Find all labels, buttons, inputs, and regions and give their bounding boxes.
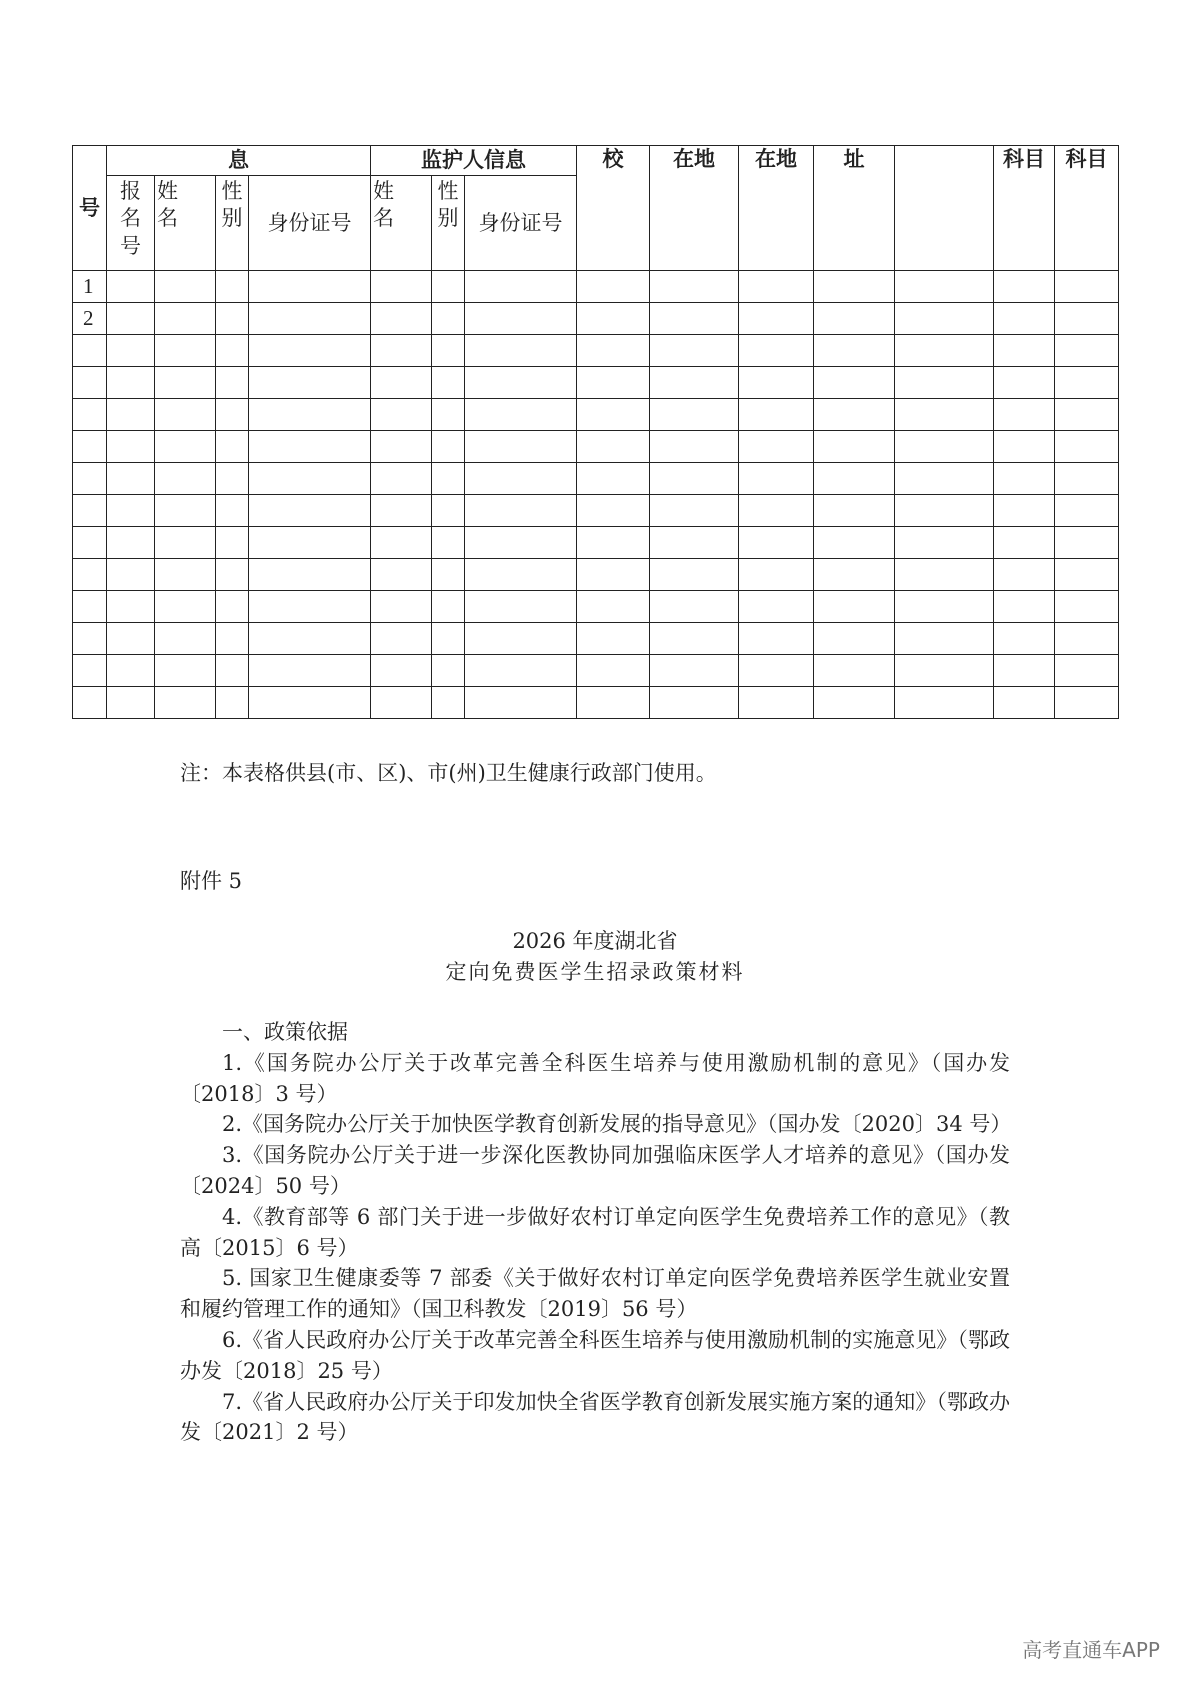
table-cell xyxy=(155,303,216,335)
table-cell xyxy=(994,655,1055,687)
table-cell xyxy=(895,335,994,367)
table-cell xyxy=(155,335,216,367)
row-number-cell: 2 xyxy=(73,303,107,335)
table-cell xyxy=(155,399,216,431)
table-note: 注：本表格供县(市、区)、市(州)卫生健康行政部门使用。 xyxy=(180,761,717,785)
table-cell xyxy=(577,527,650,559)
table-cell xyxy=(895,559,994,591)
table-cell xyxy=(216,655,249,687)
table-cell xyxy=(155,527,216,559)
table-cell xyxy=(107,399,155,431)
table-cell xyxy=(432,335,465,367)
table-cell xyxy=(1055,559,1119,591)
table-cell xyxy=(432,527,465,559)
table-cell xyxy=(814,655,895,687)
policy-item: 7.《省人民政府办公厅关于印发加快全省医学教育创新发展实施方案的通知》（鄂政办发〔2021〕2 号） xyxy=(180,1389,1010,1445)
policy-section xyxy=(180,1017,1010,1448)
student-gender-header: 性别 xyxy=(216,176,249,271)
table-cell xyxy=(107,655,155,687)
table-cell xyxy=(249,335,371,367)
table-cell xyxy=(650,335,739,367)
table-cell xyxy=(465,559,577,591)
table-cell xyxy=(814,303,895,335)
table-cell xyxy=(650,367,739,399)
table-cell xyxy=(1055,399,1119,431)
student-id-header: 身份证号 xyxy=(249,176,371,271)
table-cell xyxy=(994,431,1055,463)
attachment-label: 附件 5 xyxy=(180,869,243,893)
table-cell xyxy=(155,367,216,399)
table-cell xyxy=(895,399,994,431)
table-cell xyxy=(216,431,249,463)
table-cell xyxy=(216,559,249,591)
table-cell xyxy=(465,527,577,559)
table-cell xyxy=(650,303,739,335)
table-cell xyxy=(216,591,249,623)
table-cell xyxy=(465,495,577,527)
table-cell xyxy=(216,303,249,335)
table-cell xyxy=(650,687,739,719)
table-row xyxy=(73,335,1119,367)
table-cell xyxy=(249,367,371,399)
table-cell xyxy=(371,431,432,463)
table-cell xyxy=(577,495,650,527)
table-cell xyxy=(994,271,1055,303)
table-cell xyxy=(1055,687,1119,719)
table-cell xyxy=(155,495,216,527)
section-heading: 一、政策依据 xyxy=(222,1020,348,1044)
table-cell xyxy=(895,303,994,335)
table-cell xyxy=(814,495,895,527)
table-cell xyxy=(249,527,371,559)
table-cell xyxy=(739,495,814,527)
table-cell xyxy=(577,303,650,335)
table-cell xyxy=(994,367,1055,399)
row-number-cell xyxy=(73,431,107,463)
row-number-cell xyxy=(73,623,107,655)
table-cell xyxy=(650,463,739,495)
table-cell xyxy=(814,271,895,303)
table-cell xyxy=(249,623,371,655)
guardian-gender-header: 性别 xyxy=(432,176,465,271)
table-cell xyxy=(107,303,155,335)
table-cell xyxy=(895,655,994,687)
table-cell xyxy=(1055,335,1119,367)
table-row xyxy=(73,463,1119,495)
table-cell xyxy=(739,527,814,559)
table-cell xyxy=(994,591,1055,623)
table-cell xyxy=(895,271,994,303)
table-cell xyxy=(216,527,249,559)
table-cell xyxy=(465,463,577,495)
table-cell xyxy=(1055,591,1119,623)
table-cell xyxy=(1055,271,1119,303)
table-cell xyxy=(577,271,650,303)
table-cell xyxy=(155,623,216,655)
table-cell xyxy=(994,623,1055,655)
header-row-top xyxy=(73,146,1119,176)
table-row xyxy=(73,367,1119,399)
table-cell xyxy=(650,591,739,623)
table-cell xyxy=(432,303,465,335)
row-number-cell xyxy=(73,399,107,431)
table-cell xyxy=(107,367,155,399)
table-cell xyxy=(739,271,814,303)
table-cell xyxy=(216,335,249,367)
table-cell xyxy=(577,623,650,655)
table-cell xyxy=(371,335,432,367)
table-row xyxy=(73,271,1119,303)
document-title-line2: 定向免费医学生招录政策材料 xyxy=(445,960,745,984)
policy-item: 1.《国务院办公厅关于改革完善全科医生培养与使用激励机制的意见》（国办发〔2018〕3 号） xyxy=(180,1050,1010,1106)
table-row xyxy=(73,303,1119,335)
table-cell xyxy=(895,591,994,623)
table-cell xyxy=(432,463,465,495)
table-cell xyxy=(1055,463,1119,495)
table-cell xyxy=(739,335,814,367)
table-cell xyxy=(994,687,1055,719)
table-cell xyxy=(432,495,465,527)
row-number-cell xyxy=(73,591,107,623)
table-cell xyxy=(371,463,432,495)
table-cell xyxy=(249,431,371,463)
table-cell xyxy=(739,399,814,431)
table-cell xyxy=(739,623,814,655)
policy-item: 4.《教育部等 6 部门关于进一步做好农村订单定向医学生免费培养工作的意见》（教高〔2015〕6 号） xyxy=(180,1204,1010,1260)
table-cell xyxy=(371,623,432,655)
table-cell xyxy=(249,655,371,687)
table-cell xyxy=(577,463,650,495)
col-no-header: 号 xyxy=(73,146,107,271)
table-cell xyxy=(155,559,216,591)
table-cell xyxy=(249,687,371,719)
row-number-cell xyxy=(73,527,107,559)
table-cell xyxy=(432,271,465,303)
table-cell xyxy=(465,591,577,623)
table-row xyxy=(73,591,1119,623)
table-row xyxy=(73,495,1119,527)
table-cell xyxy=(1055,367,1119,399)
table-cell xyxy=(650,495,739,527)
table-cell xyxy=(465,335,577,367)
table-cell xyxy=(739,463,814,495)
row-number-cell xyxy=(73,335,107,367)
table-cell xyxy=(432,559,465,591)
table-cell xyxy=(994,303,1055,335)
table-cell xyxy=(465,271,577,303)
table-cell xyxy=(994,495,1055,527)
table-cell xyxy=(432,399,465,431)
table-cell xyxy=(371,367,432,399)
address-header: 址 xyxy=(814,146,895,271)
subject-header-1: 科目 xyxy=(994,146,1055,271)
table-cell xyxy=(814,559,895,591)
table-cell xyxy=(994,527,1055,559)
table-cell xyxy=(577,367,650,399)
table-cell xyxy=(994,559,1055,591)
row-number-cell xyxy=(73,495,107,527)
table-body xyxy=(73,271,1119,719)
registration-table xyxy=(72,145,1119,719)
guardian-id-header: 身份证号 xyxy=(465,176,577,271)
table-cell xyxy=(1055,495,1119,527)
table-cell xyxy=(432,687,465,719)
table-cell xyxy=(994,463,1055,495)
table-cell xyxy=(577,655,650,687)
table-cell xyxy=(465,303,577,335)
table-cell xyxy=(577,335,650,367)
table-cell xyxy=(994,399,1055,431)
table-cell xyxy=(1055,303,1119,335)
table-cell xyxy=(465,399,577,431)
table-row xyxy=(73,655,1119,687)
table-cell xyxy=(895,463,994,495)
table-cell xyxy=(107,527,155,559)
row-number-cell xyxy=(73,559,107,591)
table-cell xyxy=(814,687,895,719)
table-cell xyxy=(814,591,895,623)
table-cell xyxy=(739,367,814,399)
table-cell xyxy=(249,463,371,495)
table-cell xyxy=(155,463,216,495)
table-cell xyxy=(107,495,155,527)
policy-item: 6.《省人民政府办公厅关于改革完善全科医生培养与使用激励机制的实施意见》（鄂政办发〔2018〕25 号） xyxy=(180,1327,1010,1383)
document-title-line1: 2026 年度湖北省 xyxy=(512,929,678,953)
table-row xyxy=(73,399,1119,431)
location-header-1: 在地 xyxy=(650,146,739,271)
table-cell xyxy=(216,623,249,655)
table-cell xyxy=(739,431,814,463)
table-cell xyxy=(895,431,994,463)
table-cell xyxy=(155,655,216,687)
table-cell xyxy=(155,687,216,719)
table-cell xyxy=(650,399,739,431)
registration-no-header: 报名号 xyxy=(107,176,155,271)
table-cell xyxy=(249,559,371,591)
row-number-cell xyxy=(73,687,107,719)
location-header-2: 在地 xyxy=(739,146,814,271)
policy-item: 3.《国务院办公厅关于进一步深化医教协同加强临床医学人才培养的意见》（国办发〔2024〕50 号） xyxy=(180,1143,1010,1198)
table-cell xyxy=(1055,655,1119,687)
table-cell xyxy=(895,623,994,655)
table-cell xyxy=(249,591,371,623)
table-cell xyxy=(1055,527,1119,559)
table-cell xyxy=(216,687,249,719)
table-cell xyxy=(994,335,1055,367)
table-cell xyxy=(371,527,432,559)
table-cell xyxy=(371,271,432,303)
table-cell xyxy=(814,431,895,463)
policy-item: 5. 国家卫生健康委等 7 部委《关于做好农村订单定向医学免费培养医学生就业安置和履约管理工作的通知》（国卫科教发〔2019〕56 号） xyxy=(180,1266,1010,1322)
table-cell xyxy=(216,463,249,495)
row-number-cell: 1 xyxy=(73,271,107,303)
table-row xyxy=(73,431,1119,463)
table-cell xyxy=(371,559,432,591)
table-cell xyxy=(107,687,155,719)
table-cell xyxy=(739,559,814,591)
blank-header xyxy=(895,146,994,271)
school-header: 校 xyxy=(577,146,650,271)
table-cell xyxy=(107,271,155,303)
table-cell xyxy=(1055,623,1119,655)
student-info-header: 息 xyxy=(107,146,371,176)
table-cell xyxy=(155,271,216,303)
table-cell xyxy=(577,591,650,623)
table-cell xyxy=(650,431,739,463)
table-row xyxy=(73,527,1119,559)
table-cell xyxy=(107,463,155,495)
table-cell xyxy=(577,431,650,463)
table-cell xyxy=(650,271,739,303)
table-cell xyxy=(216,367,249,399)
table-cell xyxy=(814,623,895,655)
table-cell xyxy=(249,399,371,431)
table-cell xyxy=(465,623,577,655)
row-number-cell xyxy=(73,655,107,687)
table-cell xyxy=(895,687,994,719)
table-cell xyxy=(107,623,155,655)
table-cell xyxy=(249,303,371,335)
table-cell xyxy=(465,367,577,399)
table-cell xyxy=(216,495,249,527)
student-name-header: 姓 名 xyxy=(155,176,216,271)
table-cell xyxy=(465,431,577,463)
table-cell xyxy=(465,655,577,687)
table-cell xyxy=(895,495,994,527)
row-number-cell xyxy=(73,367,107,399)
table-cell xyxy=(814,463,895,495)
guardian-info-header: 监护人信息 xyxy=(371,146,577,176)
table-cell xyxy=(249,271,371,303)
table-cell xyxy=(371,399,432,431)
row-number-cell xyxy=(73,463,107,495)
table-cell xyxy=(739,303,814,335)
table-cell xyxy=(739,591,814,623)
table-cell xyxy=(371,303,432,335)
table-cell xyxy=(155,591,216,623)
table-cell xyxy=(1055,431,1119,463)
table-cell xyxy=(895,527,994,559)
table-cell xyxy=(814,367,895,399)
table-cell xyxy=(577,399,650,431)
table-cell xyxy=(216,399,249,431)
table-cell xyxy=(432,623,465,655)
table-cell xyxy=(895,367,994,399)
table-cell xyxy=(650,623,739,655)
table-cell xyxy=(107,431,155,463)
table-cell xyxy=(371,591,432,623)
table-row xyxy=(73,623,1119,655)
guardian-name-header: 姓 名 xyxy=(371,176,432,271)
table-cell xyxy=(650,655,739,687)
table-cell xyxy=(577,559,650,591)
app-watermark: 高考直通车APP xyxy=(1022,1638,1160,1662)
table-cell xyxy=(432,591,465,623)
table-cell xyxy=(739,687,814,719)
table-cell xyxy=(465,687,577,719)
table-cell xyxy=(371,495,432,527)
table-cell xyxy=(107,335,155,367)
table-row xyxy=(73,687,1119,719)
subject-header-2: 科目 xyxy=(1055,146,1119,271)
table-row xyxy=(73,559,1119,591)
table-cell xyxy=(577,687,650,719)
table-cell xyxy=(432,655,465,687)
table-cell xyxy=(814,399,895,431)
table-cell xyxy=(432,431,465,463)
table-cell xyxy=(371,655,432,687)
table-cell xyxy=(216,271,249,303)
table-cell xyxy=(107,559,155,591)
table-cell xyxy=(371,687,432,719)
table-cell xyxy=(650,559,739,591)
table-cell xyxy=(739,655,814,687)
table-cell xyxy=(155,431,216,463)
table-cell xyxy=(814,335,895,367)
policy-item: 2.《国务院办公厅关于加快医学教育创新发展的指导意见》（国办发〔2020〕34 号） xyxy=(222,1112,1012,1137)
table-cell xyxy=(107,591,155,623)
table-cell xyxy=(249,495,371,527)
table-cell xyxy=(814,527,895,559)
table-cell xyxy=(432,367,465,399)
table-cell xyxy=(650,527,739,559)
